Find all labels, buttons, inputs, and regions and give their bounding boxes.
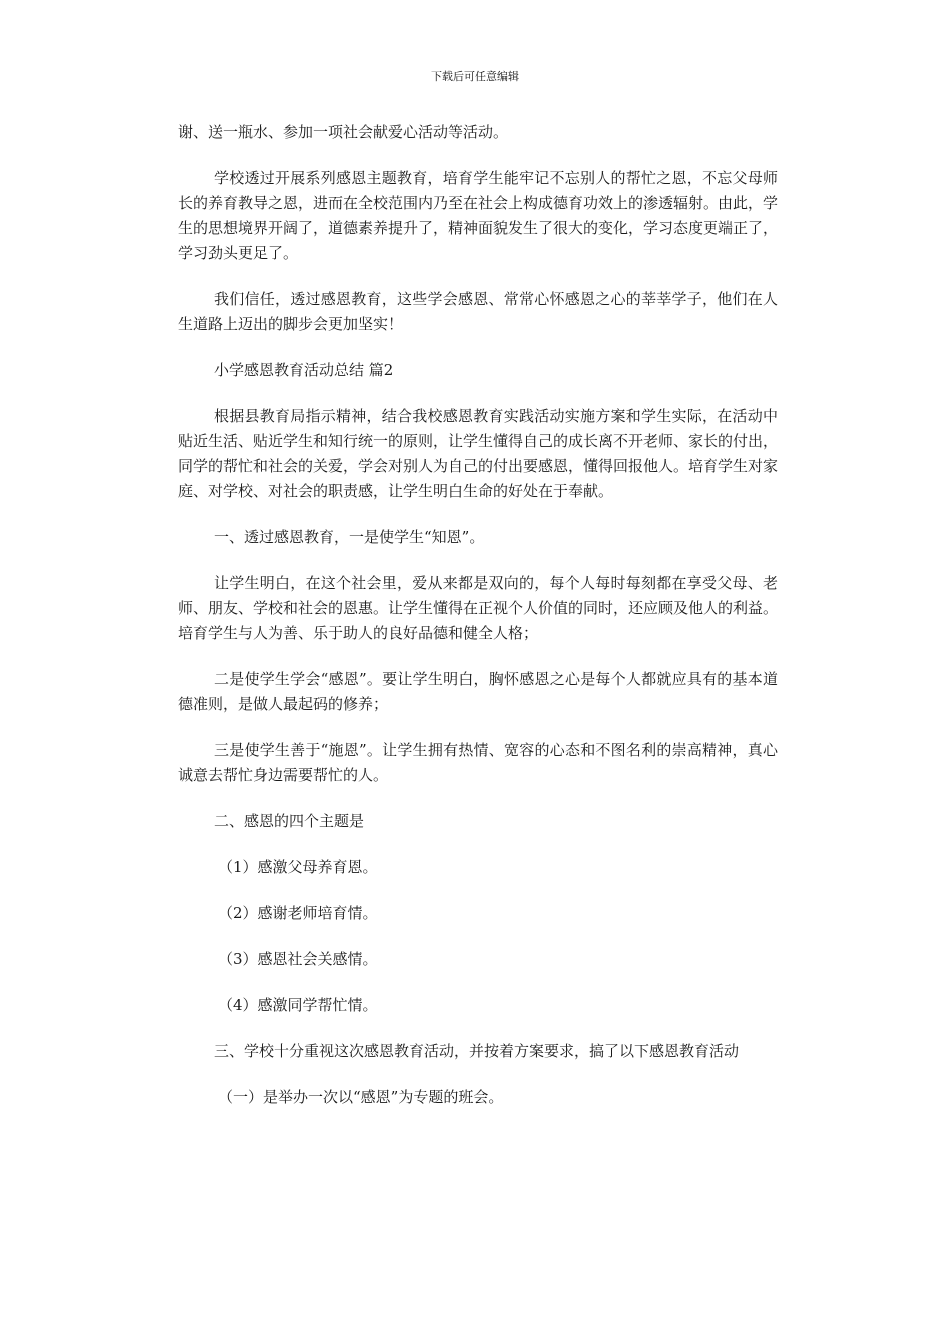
list-item: （4）感激同学帮忙情。	[218, 996, 378, 1014]
list-item: （一）是举办一次以“感恩”为专题的班会。	[218, 1088, 504, 1106]
paragraph: 二是使学生学会“感恩”。要让学生明白，胸怀感恩之心是每个人都就应具有的基本道德准则，是做人最起码的修养；	[178, 670, 778, 713]
list-item: （1）感激父母养育恩。	[218, 858, 378, 876]
section-heading: 二、感恩的四个主题是	[214, 812, 365, 830]
page-header	[0, 68, 950, 84]
paragraph: 谢、送一瓶水、参加一项社会献爱心活动等活动。	[178, 123, 509, 141]
section-heading: 三、学校十分重视这次感恩教育活动，并按着方案要求，搞了以下感恩教育活动	[214, 1042, 740, 1060]
section-heading: 一、透过感恩教育，一是使学生“知恩”。	[214, 528, 485, 546]
paragraph: 学校透过开展系列感恩主题教育，培育学生能牢记不忘别人的帮忙之恩，不忘父母师长的养育教导之恩，进而在全校范围内乃至在社会上构成德育功效上的渗透辐射。由此，学生的思想境界开阔了，道德素养提升了，精神面貌发生了很大的变化，学习态度更端正了，学习劲头更足了。	[178, 169, 779, 262]
list-item: （2）感谢老师培育情。	[218, 904, 378, 922]
header-label: 下载后可任意编辑	[431, 70, 519, 83]
paragraph: 三是使学生善于“施恩”。让学生拥有热情、宽容的心态和不图名利的崇高精神，真心诚意去帮忙身边需要帮忙的人。	[178, 741, 778, 784]
list-item: （3）感恩社会关感情。	[218, 950, 378, 968]
paragraph: 我们信任，透过感恩教育，这些学会感恩、常常心怀感恩之心的莘莘学子，他们在人生道路上迈出的脚步会更加坚实！	[178, 290, 778, 333]
document-body	[178, 120, 778, 1131]
paragraph: 根据县教育局指示精神，结合我校感恩教育实践活动实施方案和学生实际，在活动中贴近生活、贴近学生和知行统一的原则，让学生懂得自己的成长离不开老师、家长的付出，同学的帮忙和社会的关爱，学会对别人为自己的付出要感恩，懂得回报他人。培育学生对家庭、对学校、对社会的职责感，让学生明白生命的好处在于奉献。	[178, 407, 779, 500]
section-heading: 小学感恩教育活动总结 篇2	[214, 361, 394, 379]
paragraph: 让学生明白，在这个社会里，爱从来都是双向的，每个人每时每刻都在享受父母、老师、朋友、学校和社会的恩惠。让学生懂得在正视个人价值的同时，还应顾及他人的利益。培育学生与人为善、乐于助人的良好品德和健全人格；	[178, 574, 779, 642]
